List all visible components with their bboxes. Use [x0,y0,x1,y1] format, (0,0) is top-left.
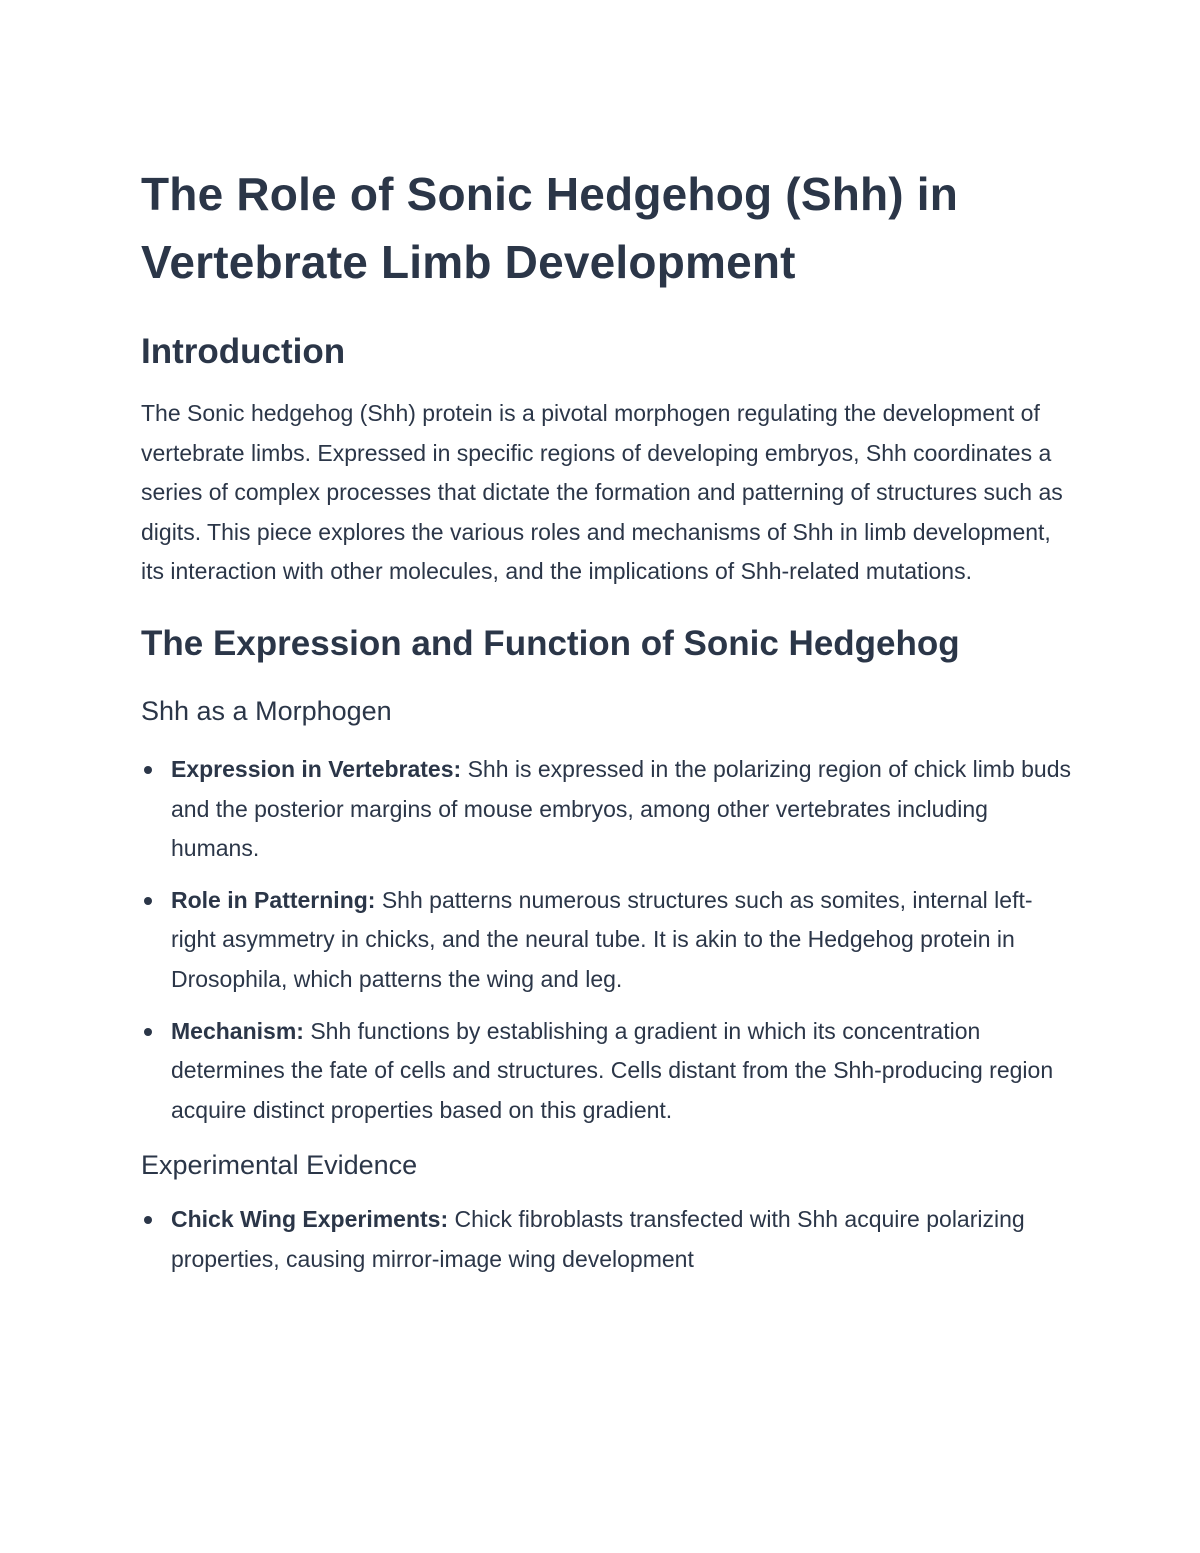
document-title: The Role of Sonic Hedgehog (Shh) in Vertebrate Limb Development [141,168,959,288]
list-item-term: Mechanism: [171,1017,304,1044]
experimental-evidence-subheading: Experimental Evidence [141,1150,418,1181]
list-item-text: Shh is expressed in the polarizing region of chick limb buds and the posterior margins of mouse embryos, among other vertebrates including humans. [171,755,1072,862]
list-item-term: Chick Wing Experiments: [171,1206,449,1233]
list-item-term: Role in Patterning: [171,886,376,913]
list-item-text: Shh patterns numerous structures such as somites, internal left-right asymmetry in chicks, and the neural tube. It is akin to the Hedgehog protein in Drosophila, which patterns the wing and leg. [171,886,1033,992]
bullet-icon [144,1216,152,1224]
list-item [141,1012,1071,1131]
bullet-icon [144,1028,152,1036]
document-page [141,160,1071,1292]
list-item-text: Chick fibroblasts transfected with Shh acquire polarizing properties, causing mirror-image wing development [171,1206,1025,1272]
introduction-heading: Introduction [141,332,346,371]
morphogen-subheading: Shh as a Morphogen [141,695,392,726]
bullet-icon [144,766,152,774]
expression-function-heading: The Expression and Function of Sonic Hedgehog [141,623,960,663]
list-item [141,881,1071,1000]
bullet-icon [144,897,152,905]
list-item [141,1200,1071,1279]
evidence-list [141,1200,1071,1279]
morphogen-list [141,750,1071,1130]
list-item [141,750,1071,869]
list-item-term: Expression in Vertebrates: [171,755,462,782]
introduction-paragraph: The Sonic hedgehog (Shh) protein is a pivotal morphogen regulating the development of vertebrate limbs. Expressed in specific regions of developing embryos, Shh coordinates a series of complex processes that dictate the formation and patterning of structures such as digits. This piece explores the various roles and mechanisms of Shh in limb development, its interaction with other molecules, and the implications of Shh-related mutations. [141,400,1063,585]
list-item-text: Shh functions by establishing a gradient in which its concentration determines the fate of cells and structures. Cells distant from the Shh-producing region acquire distinct properties based on this gradient. [171,1017,1054,1123]
